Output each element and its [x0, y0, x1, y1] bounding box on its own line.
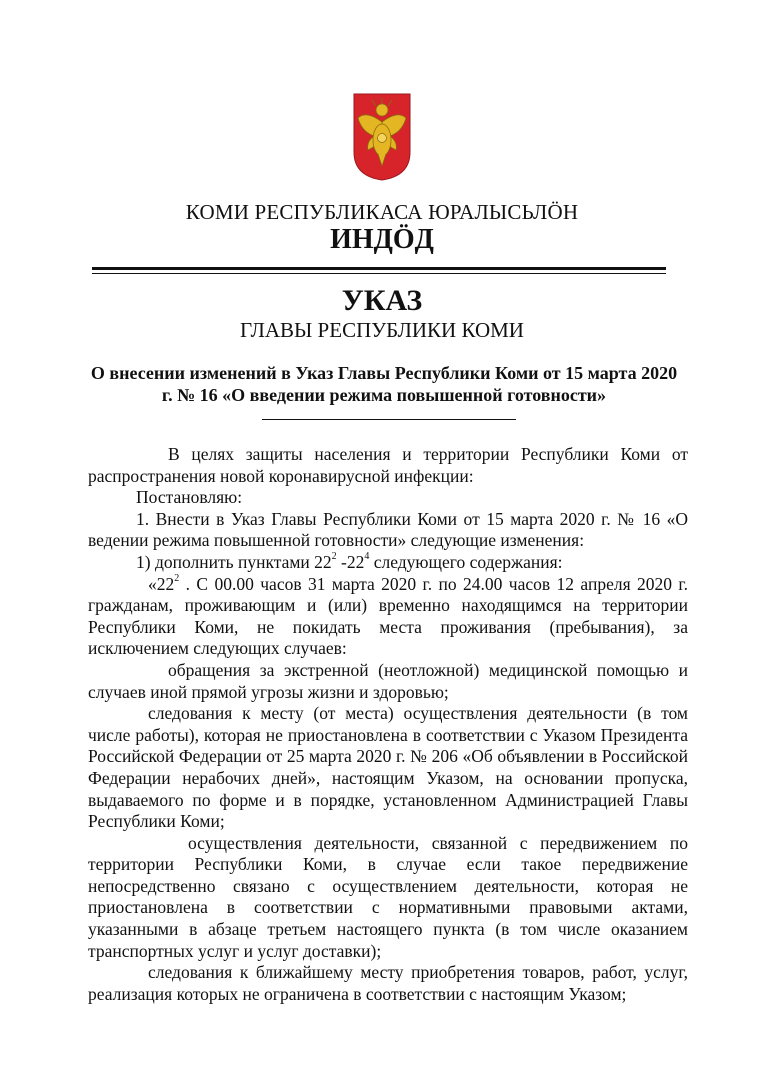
paragraph-item-1: 1. Внести в Указ Главы Республики Коми от 15 марта 2020 г. № 16 «О ведении режима повышенной готовности» следующие изменения:	[88, 508, 688, 551]
decree-body	[88, 444, 688, 1005]
point-text-pre: «22	[148, 573, 175, 594]
paragraph-point-22-2	[88, 574, 688, 660]
subitem-text-post: следующего содержания:	[369, 551, 563, 572]
header-rule-thick	[92, 267, 666, 270]
republic-name-komi: КОМИ РЕСПУБЛИКАСА ЮРАЛЫСЬЛÖН	[185, 200, 579, 224]
komi-coat-of-arms-icon	[352, 92, 412, 182]
point-sup: 2	[174, 572, 180, 584]
subitem-sup-2: 4	[364, 551, 370, 563]
ukaz-title: УКАЗ	[341, 284, 423, 317]
paragraph-shopping: следования к ближайшему месту приобретения товаров, работ, услуг, реализация которых не ограничена в соответствии с настоящим Указом;	[88, 962, 688, 1004]
paragraph-subitem-1	[88, 552, 688, 574]
subitem-text-pre: 1) дополнить пунктами 22	[136, 551, 332, 572]
paragraph-purpose: В целях защиты населения и территории Республики Коми от распространения новой коронавирусной инфекции:	[88, 444, 688, 486]
decree-heading	[88, 362, 680, 406]
ukaz-subtitle: ГЛАВЫ РЕСПУБЛИКИ КОМИ	[240, 318, 524, 342]
decree-heading-line-2: г. № 16 «О введении режима повышенной готовности»	[161, 385, 607, 405]
subitem-text-mid: -22	[336, 551, 365, 572]
point-text-post: . С 00.00 часов 31 марта 2020 г. по 24.00 часов 12 апреля 2020 г. гражданам, проживающим и (или) временно находящимся на территории Республики Коми, не покидать места проживания (пребывания), за исключением следующих случаев:	[88, 573, 688, 659]
paragraph-activity-movement: осуществления деятельности, связанной с передвижением по территории Республики Коми, в случае если такое передвижение непосредственно связано с осуществлением деятельности, которая не приостановлена в соответствии с нормативными правовыми актами, указанными в абзаце третьем настоящего пункта (в том числе оказанием транспортных услуг и услуг доставки);	[88, 832, 688, 961]
decree-heading-line-1: О внесении изменений в Указ Главы Республики Коми от 15 марта 2020	[90, 363, 678, 383]
header-rule-thin	[92, 273, 666, 274]
paragraph-medical-help: обращения за экстренной (неотложной) медицинской помощью и случаев иной прямой угрозы жизни и здоровью;	[88, 659, 688, 702]
indod-title: ИНДÖД	[330, 224, 434, 255]
heading-underline	[262, 419, 516, 420]
paragraph-work-travel: следования к месту (от места) осуществления деятельности (в том числе работы), которая не приостановлена в соответствии с Указом Президента Российской Федерации от 25 марта 2020 г. № 206 «Об объявлении в Российской Федерации нерабочих дней», настоящим Указом, на основании пропуска, выдаваемого по форме и в порядке, установленном Администрацией Главы Республики Коми;	[88, 703, 688, 832]
paragraph-resolve: Постановляю:	[136, 487, 243, 508]
subitem-sup-1: 2	[331, 551, 337, 563]
